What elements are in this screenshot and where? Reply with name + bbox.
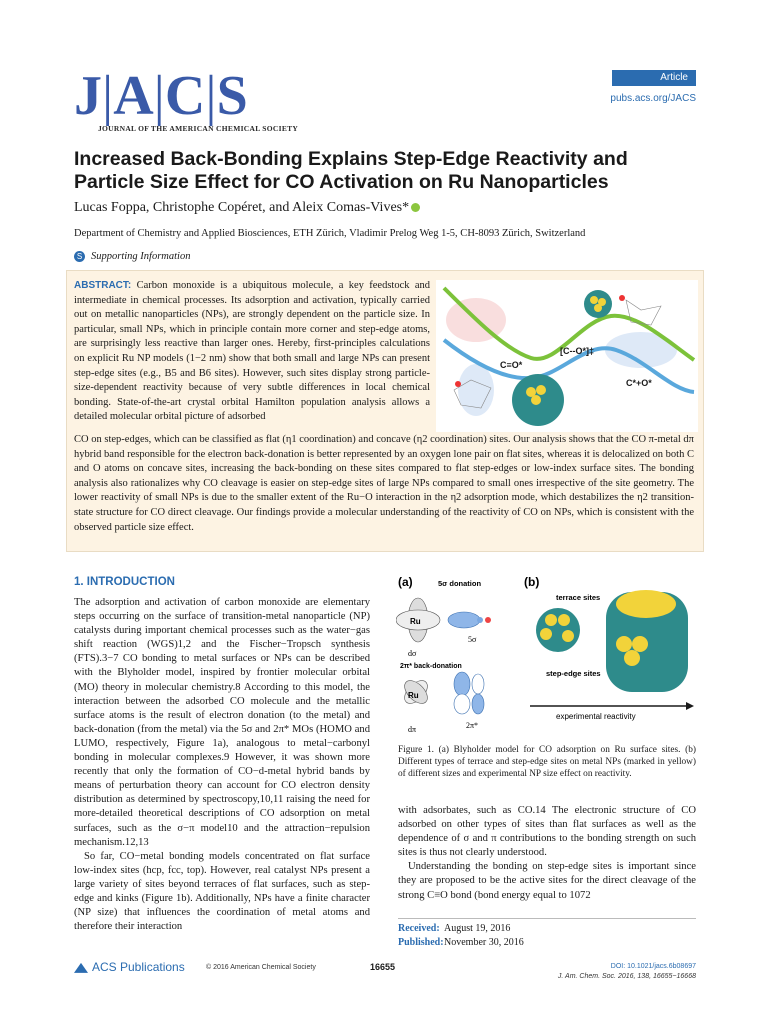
- paragraph: with adsorbates, such as CO.14 The electronic structure of CO adsorbed on other types of sites than flat surfaces as well as the dependence of σ and π contributions to the bonding strength on such sites is thus not clearly understood.: [398, 805, 696, 859]
- panel-b-label: (b): [524, 575, 540, 589]
- energy-profile-graphic: [436, 280, 698, 432]
- divider: [398, 918, 696, 919]
- backdonation-label: 2π* back-donation: [400, 663, 462, 670]
- journal-citation: J. Am. Chem. Soc. 2016, 138, 16655−16668: [557, 973, 696, 980]
- ru-label: Ru: [410, 617, 421, 626]
- article-dates: [398, 922, 524, 950]
- journal-logo: [74, 65, 248, 127]
- five-sigma-label: 5σ: [468, 635, 477, 644]
- authors-text: Lucas Foppa, Christophe Copéret, and Aleix Comas-Vives*: [74, 200, 410, 215]
- paragraph: Understanding the bonding on step-edge sites is important since they are proposed to be the active sites for the direct cleavage of the strong C≡O bond (bond energy equal to 1072: [398, 861, 696, 901]
- publisher-logo[interactable]: [74, 960, 185, 974]
- received-label: Received:: [398, 923, 440, 934]
- donation-label: 5σ donation: [438, 579, 482, 588]
- figure-1: [396, 572, 696, 740]
- large-nanoparticle-icon: [512, 374, 564, 426]
- d-sigma-label: dσ: [408, 649, 417, 658]
- transition-state-label: [C--O*]‡: [560, 346, 594, 356]
- published-date: November 30, 2016: [444, 937, 524, 948]
- dissociated-label: C*+O*: [626, 378, 652, 388]
- panel-a-label: (a): [398, 575, 413, 589]
- doi-link[interactable]: DOI: 10.1021/jacs.6b08697: [610, 963, 696, 970]
- received-date: August 19, 2016: [444, 923, 511, 934]
- paper-title: Increased Back-Bonding Explains Step-Edge Reactivity and Particle Size Effect for CO Activation on Ru Nanoparticles: [74, 148, 628, 193]
- citation-info: [520, 962, 696, 982]
- affiliation: Department of Chemistry and Applied Biosciences, ETH Zürich, Vladimir Prelog Weg 1-5, CH-8093 Zürich, Switzerland: [74, 228, 586, 239]
- paragraph: So far, CO−metal bonding models concentrated on flat surface low-index sites (hcp, fcc, top). However, real catalyst NPs present a large variety of sites beyond terraces of flat surfaces, such as step-edge and kinks (Figure 1b). Additionally, NPs have a finite character (NP size) that influences the coordination of metal atoms and therefore their interaction: [74, 850, 370, 933]
- figure-1-graphic: [396, 572, 696, 740]
- paragraph: The adsorption and activation of carbon monoxide are elementary steps occurring on the surface of transition-metal nanoparticle (NP) catalysts during important chemical processes such as the water−gas shift reaction (WGS)1,2 and the Fischer−Tropsch synthesis (FTS).3−7 CO bonding to metal surfaces or NPs can be described with the Blyholder model, inspired by frontier molecular orbital (MO) theory in molecular chemistry.8 According to this model, the interaction between the adsorbed CO molecule and the metallic surface atoms is the result of electron donation (to the metal) and back-donation (from the metal) via the 5σ and 2π* MOs (HOMO and LUMO, respectively, Figure 1a), analogous to metal−carbonyl bonding in molecular complexes.9 However, it was shown more recently that only the formation of CO−d-metal hybrid bands by means of perturbation theory can account for CO electron density distribution as determined by spectroscopy,10,11 raising the need for more-detailed theoretical descriptions of CO adsorption on metal surfaces, such as the σ−π model10 and the attraction−repulsion mechanism.12,13: [74, 597, 370, 848]
- supporting-info-icon: S: [74, 251, 85, 262]
- d-pi-label: dπ: [408, 725, 417, 734]
- reactivity-label: experimental reactivity: [556, 712, 636, 721]
- section-heading: 1. INTRODUCTION: [74, 576, 175, 588]
- terrace-sites-label: terrace sites: [556, 593, 601, 602]
- figure-1-caption: Figure 1. (a) Blyholder model for CO adsorption on Ru surface sites. (b) Different types of terrace and step-edge sites on metal NPs (marked in yellow) of different sizes and experimental NP size effect on reactivity.: [398, 745, 696, 779]
- logo-text: J|A|C|S: [74, 65, 248, 127]
- acs-logo-icon: [74, 963, 88, 973]
- left-column: [74, 596, 370, 934]
- article-type-badge: Article: [612, 70, 696, 86]
- abstract-text-top: [74, 279, 430, 425]
- small-nanoparticle-icon: [536, 608, 580, 652]
- journal-url-link[interactable]: pubs.acs.org/JACS: [610, 93, 696, 104]
- copyright: © 2016 American Chemical Society: [206, 964, 316, 971]
- step-edge-sites-label: step-edge sites: [546, 669, 601, 678]
- published-label: Published:: [398, 937, 444, 948]
- supporting-info-link[interactable]: [74, 251, 190, 262]
- large-nanoparticle-icon: [606, 590, 688, 692]
- page-number: 16655: [370, 962, 396, 972]
- journal-name: JOURNAL OF THE AMERICAN CHEMICAL SOCIETY: [98, 124, 299, 133]
- ru-label: Ru: [408, 691, 419, 700]
- author-list: [74, 200, 420, 216]
- two-pi-label: 2π*: [466, 721, 479, 730]
- toc-graphic: [436, 280, 698, 432]
- abstract-label: ABSTRACT:: [74, 280, 132, 291]
- publisher-name: ACS Publications: [92, 960, 185, 974]
- right-column: [398, 804, 696, 903]
- abstract-text-bottom: CO on step-edges, which can be classified as flat (η1 coordination) and concave (η2 coordination) sites. Our analysis shows that the CO π-metal dπ hybrid band responsible for the electron back-donation is better represented by an oxygen lone pair on flat sites, whereas it is delocalized on both C and O atoms on concave sites, increasing the back-bonding on these sites compared to flat step-edges or low-index surface sites. The bonding analysis also rationalizes why CO cleavage is easier on step-edge sites of large NPs compared to small ones irrespective of the site geometry. The lower reactivity of small NPs is due to the smaller extent of the Ru−O interaction in the η2 adsorption mode, which destabilizes the η2 transition-state structure for CO direct cleavage. Our findings provide a molecular understanding of the reactivity of CO on NPs, which is consistent with the observed particle size effect.: [74, 434, 694, 533]
- adsorbed-co-label: C≡O*: [500, 360, 523, 370]
- small-nanoparticle-icon: [584, 290, 612, 318]
- orcid-icon[interactable]: [411, 203, 420, 212]
- abstract-body-top: Carbon monoxide is a ubiquitous molecule, a key feedstock and intermediate in chemical processes. Its adsorption and activation, typically carried out on metallic nanoparticles (NPs), are strongly dependent on the particle size. In particular, small NPs, which in principle contain more corner and step-edge atoms, are surprisingly less reactive than larger ones. Hereby, first-principles calculations on explicit Ru NP models (1−2 nm) show that both small and large NPs can present step-edge sites (e.g., B5 and B6 sites). However, such sites display strong particle-size-dependent reactivity because of very subtle differences in local chemical bonding. State-of-the-art crystal orbital Hamilton population analysis allows a detailed molecular orbital picture of adsorbed: [74, 280, 430, 423]
- supporting-info-label: Supporting Information: [91, 251, 191, 262]
